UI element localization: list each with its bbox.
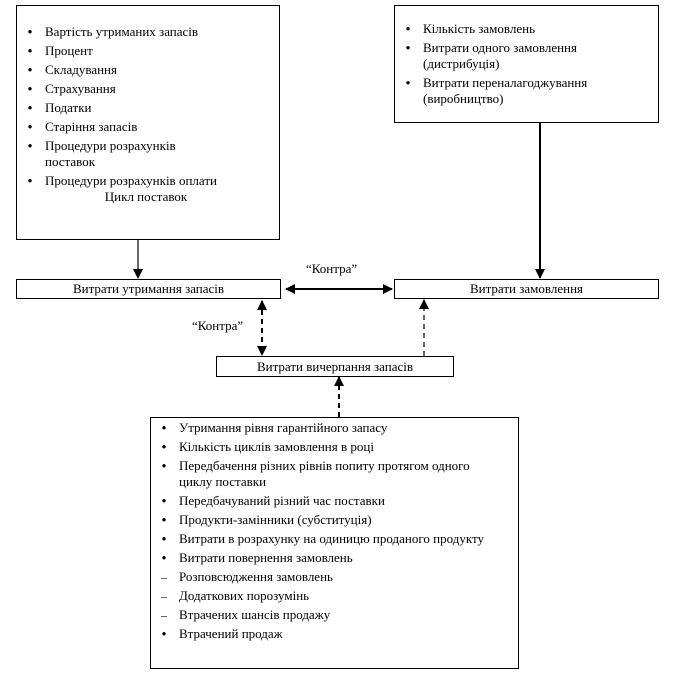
list-item: – Додаткових порозумінь xyxy=(151,588,514,604)
bullet-icon xyxy=(23,119,37,137)
list-item: ● Передбачуваний різний час поставки xyxy=(151,493,514,509)
bullet-icon xyxy=(401,21,415,39)
list-item: ● Процедури розрахунків оплати xyxy=(17,173,275,189)
order-factors-box xyxy=(394,5,659,123)
dash-marker-icon xyxy=(157,588,171,604)
stockout-factors-list xyxy=(151,420,514,642)
list-item: – Розповсюдження замовлень xyxy=(151,569,514,585)
stockout-costs-box: Витрати вичерпання запасів xyxy=(216,356,454,377)
bullet-icon xyxy=(157,512,171,530)
list-item: ● Утримання рівня гарантійного запасу xyxy=(151,420,514,436)
bullet-icon xyxy=(23,43,37,61)
list-item: ● Процент xyxy=(17,43,275,59)
bullet-icon xyxy=(157,531,171,549)
bullet-icon xyxy=(401,40,415,58)
order-costs-box: Витрати замовлення xyxy=(394,279,659,299)
list-item: ● Втрачений продаж xyxy=(151,626,514,642)
stockout-factors-box xyxy=(150,417,519,669)
list-item: ● Вартість утриманих запасів xyxy=(17,24,275,40)
bullet-icon xyxy=(157,493,171,511)
list-item: ● Страхування xyxy=(17,81,275,97)
dash-marker-icon xyxy=(157,569,171,585)
list-item: ● Старіння запасів xyxy=(17,119,275,135)
bullet-icon xyxy=(401,75,415,93)
list-item: – Втрачених шансів продажу xyxy=(151,607,514,623)
list-item: ● Витрати повернення замовлень xyxy=(151,550,514,566)
bullet-icon xyxy=(23,24,37,42)
bullet-icon xyxy=(157,626,171,644)
list-item: ● Витрати в розрахунку на одиницю проданого продукту xyxy=(151,531,499,547)
bullet-icon xyxy=(23,81,37,99)
list-item: ● Витрати одного замовлення (дистрибуція) xyxy=(395,40,623,72)
holding-costs-box: Витрати утримання запасів xyxy=(16,279,281,299)
bullet-icon xyxy=(157,550,171,568)
bullet-icon xyxy=(23,100,37,118)
bullet-icon xyxy=(23,62,37,80)
list-item: ● Передбачення різних рівнів попиту протягом одного циклу поставки xyxy=(151,458,499,490)
bullet-icon xyxy=(157,458,171,476)
holding-factors-list xyxy=(17,24,275,189)
contra-label-horizontal: “Контра” xyxy=(306,261,358,276)
list-item: ● Витрати переналагоджування (виробництво) xyxy=(395,75,643,107)
holding-factors-box xyxy=(16,5,280,240)
list-item: ● Складування xyxy=(17,62,275,78)
list-item: ● Податки xyxy=(17,100,275,116)
bullet-icon xyxy=(23,173,37,191)
bullet-icon xyxy=(157,420,171,438)
list-item: ● Кількість замовлень xyxy=(395,21,654,37)
list-item: ● Кількість циклів замовлення в році xyxy=(151,439,514,455)
bullet-icon xyxy=(157,439,171,457)
contra-label-vertical: “Контра” xyxy=(192,318,244,333)
dash-marker-icon xyxy=(157,607,171,623)
delivery-cycle-caption: Цикл поставок xyxy=(104,189,188,204)
order-factors-list xyxy=(395,21,654,107)
bullet-icon xyxy=(23,138,37,156)
list-item: ● Процедури розрахунків поставок xyxy=(17,138,215,170)
list-item: ● Продукти-замінники (субституція) xyxy=(151,512,514,528)
